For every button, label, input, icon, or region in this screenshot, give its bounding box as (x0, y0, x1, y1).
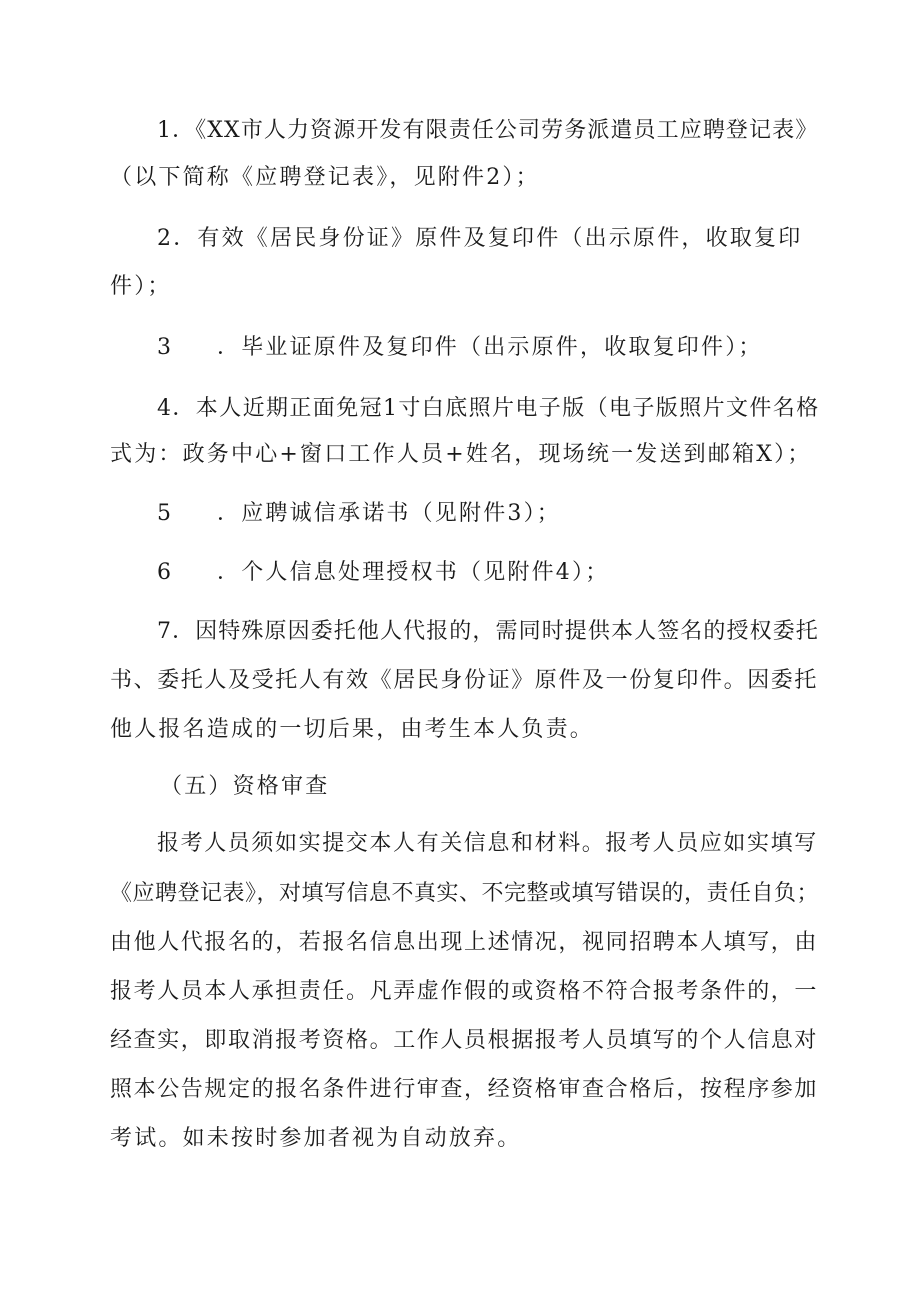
item-7-line-2: 书、委托人及受托人有效《居民身份证》原件及一份复印件。因委托 (110, 668, 819, 693)
paragraph-line-2: 《应聘登记表》，对填写信息不真实、不完整或填写错误的，责任自负； (110, 881, 820, 906)
section-heading: （五）资格审查 (160, 774, 330, 799)
item-5 (157, 499, 820, 529)
item-6-text: ．个人信息处理授权书（见附件4）； (217, 560, 610, 585)
item-1-line-1: 1．《XX市人力资源开发有限责任公司劳务派遣员工应聘登记表》 (157, 118, 819, 143)
item-7-line-1: 7．因特殊原因委托他人代报的，需同时提供本人签名的授权委托 (157, 619, 819, 644)
item-3 (157, 333, 820, 363)
item-1-line-2: （以下简称《应聘登记表》，见附件2）； (110, 165, 540, 190)
item-6-number: 6 (157, 560, 174, 585)
item-5-number: 5 (157, 501, 174, 526)
paragraph-line-5: 经查实，即取消报考资格。工作人员根据报考人员填写的个人信息对 (110, 1028, 819, 1053)
paragraph-line-1: 报考人员须如实提交本人有关信息和材料。报考人员应如实填写 (157, 831, 818, 856)
item-4-line-2: 式为：政务中心+窗口工作人员+姓名，现场统一发送到邮箱X）； (110, 442, 812, 467)
paragraph-line-7: 考试。如未按时参加者视为自动放弃。 (110, 1126, 522, 1151)
item-3-number: 3 (157, 335, 174, 360)
item-3-text: ．毕业证原件及复印件（出示原件，收取复印件）； (217, 335, 763, 360)
paragraph-line-3: 由他人代报名的，若报名信息出现上述情况，视同招聘本人填写，由 (110, 930, 819, 955)
item-2-line-2: 件）； (110, 274, 172, 299)
item-4-line-1: 4．本人近期正面免冠1寸白底照片电子版（电子版照片文件名格 (157, 396, 820, 421)
item-2-line-1: 2．有效《居民身份证》原件及复印件（出示原件，收取复印 (157, 226, 803, 251)
paragraph-line-6: 照本公告规定的报名条件进行审查，经资格审查合格后，按程序参加 (110, 1077, 819, 1102)
item-6 (157, 558, 820, 588)
item-7-line-3: 他人报名造成的一切后果，由考生本人负责。 (110, 717, 595, 742)
item-5-text: ．应聘诚信承诺书（见附件3）； (217, 501, 561, 526)
paragraph-line-4: 报考人员本人承担责任。凡弄虚作假的或资格不符合报考条件的，一 (110, 979, 819, 1004)
